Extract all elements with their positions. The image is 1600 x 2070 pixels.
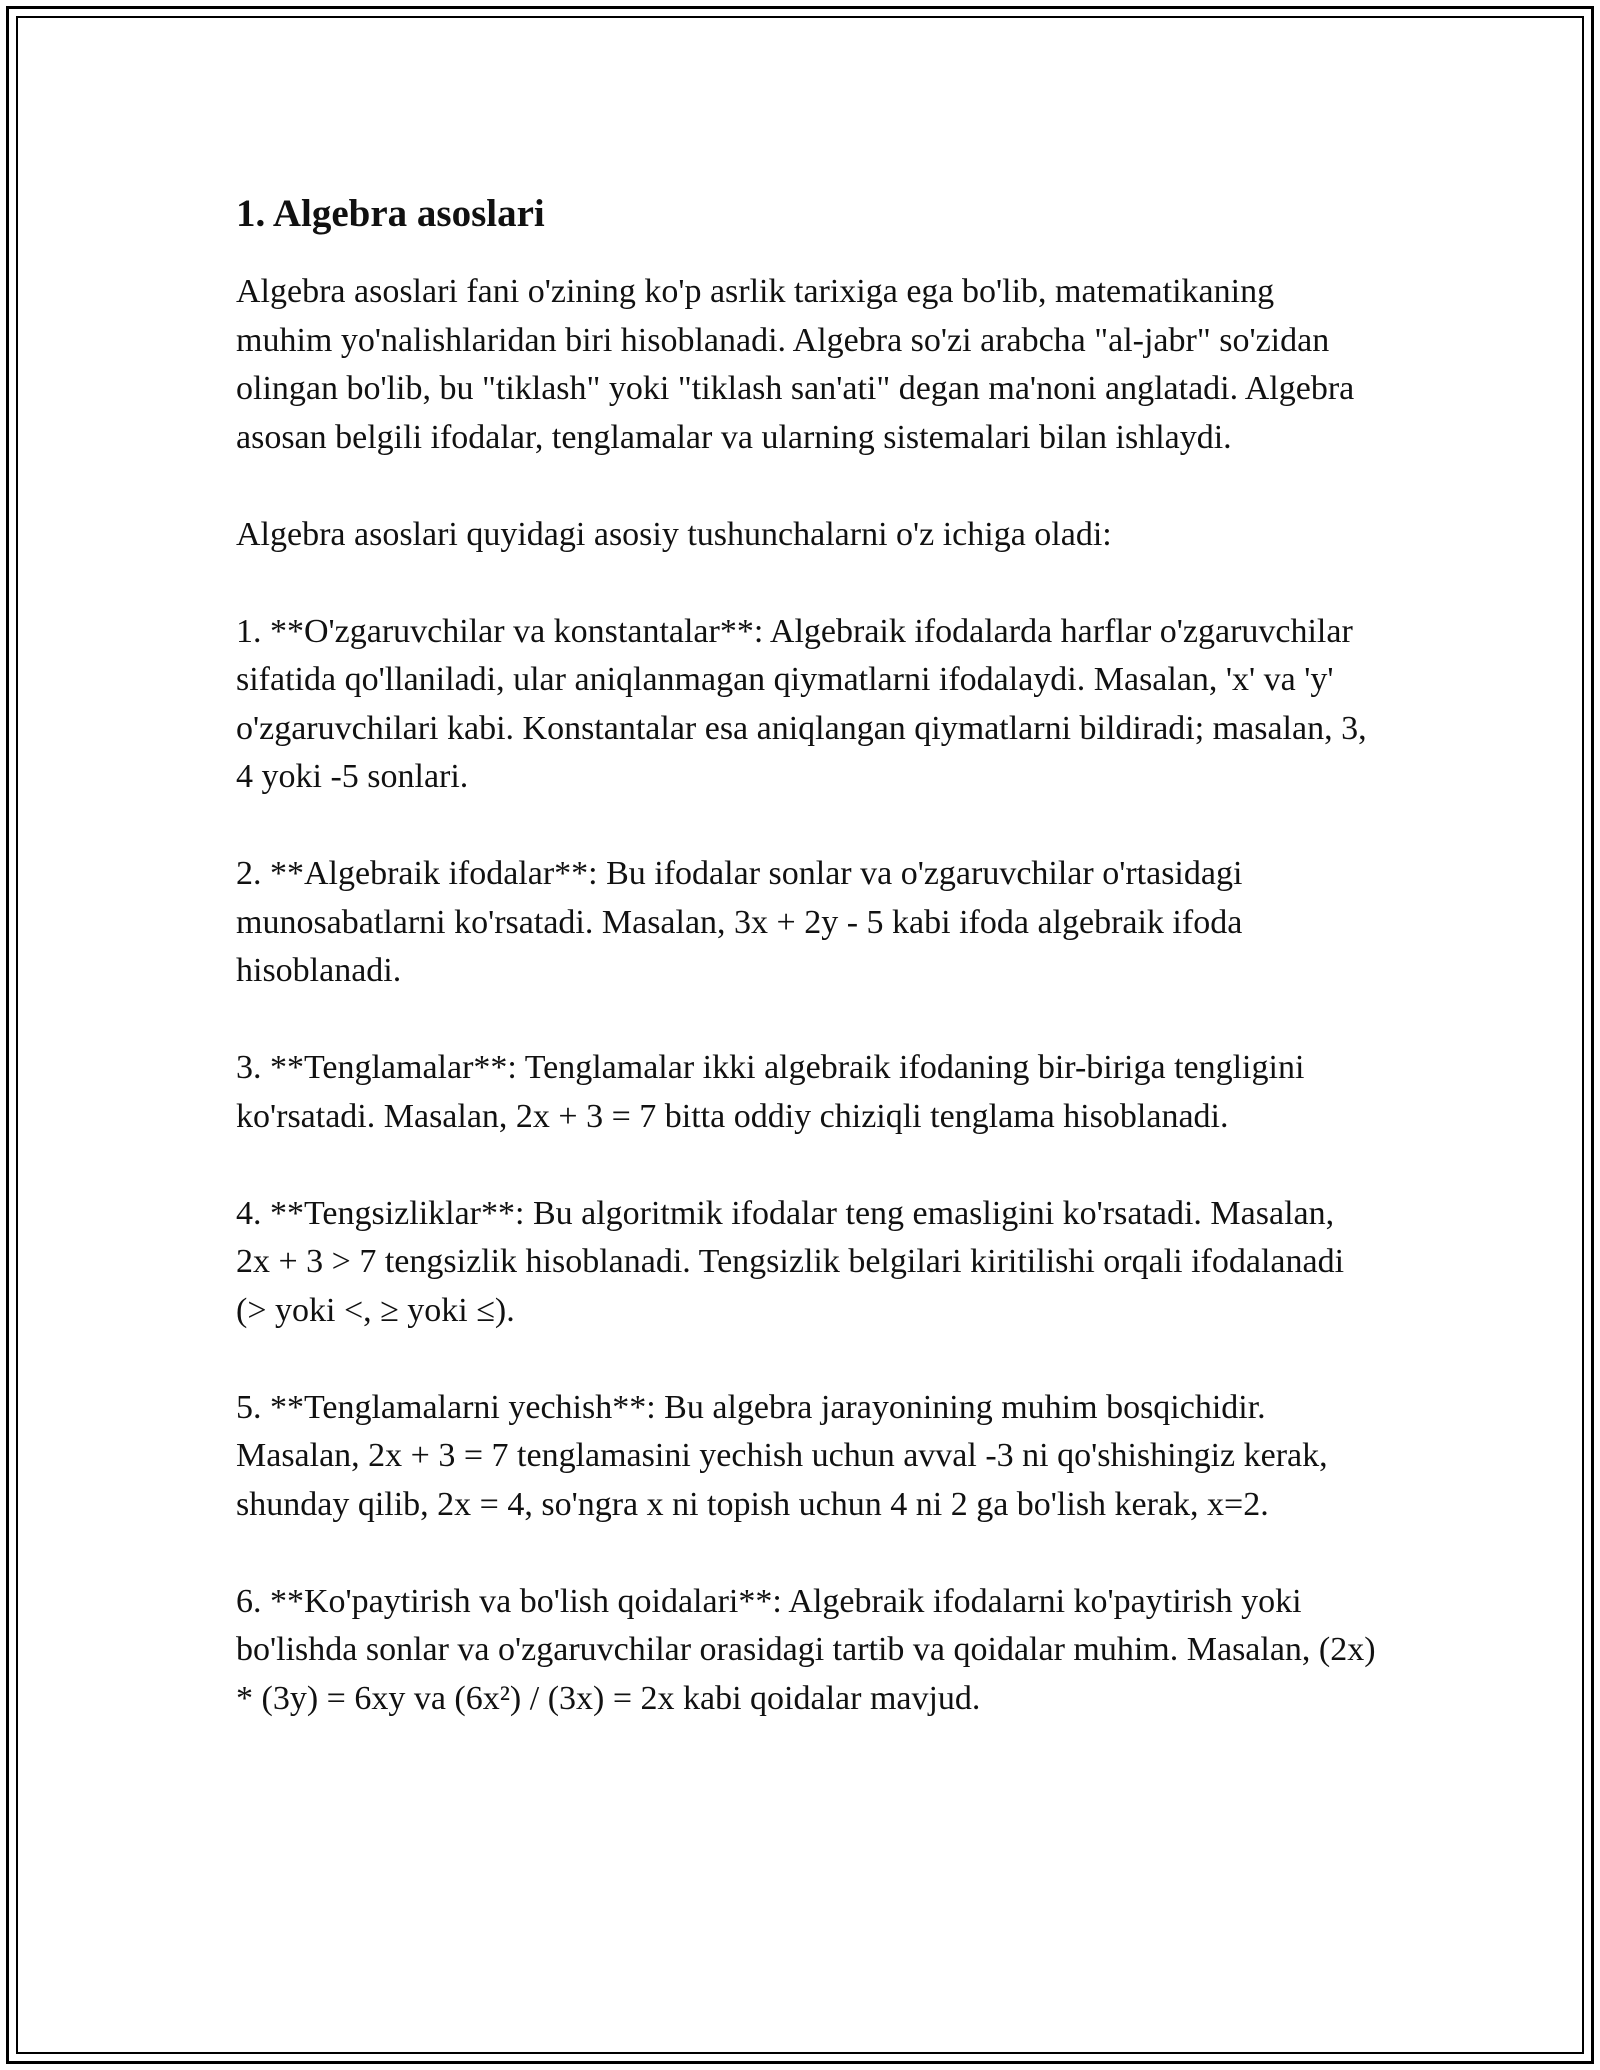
- list-item-multiplication-division: 6. **Ko'paytirish va bo'lish qoidalari**: Algebraik ifodalarni ko'paytirish yoki bo'lishda sonlar va o'zgaruvchilar orasidagi tartib va qoidalar muhim. Masalan, (2x) * (3y) = 6xy va (6x²) / (3x) = 2x kabi qoidalar mavjud.: [236, 1582, 1376, 1717]
- list-item-equations: 3. **Tenglamalar**: Tenglamalar ikki algebraik ifodaning bir-biriga tengligini ko'rsatadi. Masalan, 2x + 3 = 7 bitta oddiy chiziqli tenglama hisoblanadi.: [236, 1049, 1305, 1135]
- list-item-expressions: 2. **Algebraik ifodalar**: Bu ifodalar sonlar va o'zgaruvchilar o'rtasidagi munosabatlarni ko'rsatadi. Masalan, 3x + 2y - 5 kabi ifoda algebraik ifoda hisoblanadi.: [236, 855, 1243, 989]
- document-heading: 1. Algebra asoslari: [236, 192, 545, 235]
- list-item-solving-equations: 5. **Tenglamalarni yechish**: Bu algebra jarayonining muhim bosqichidir. Masalan, 2x + 3 = 7 tenglamasini yechish uchun avval -3 ni qo'shishingiz kerak, shunday qilib, 2x = 4, so'ngra x ni topish uchun 4 ni 2 ga bo'lish kerak, x=2.: [236, 1388, 1328, 1523]
- concepts-intro-paragraph: Algebra asoslari quyidagi asosiy tushunchalarni o'z ichiga oladi:: [236, 515, 1112, 553]
- document-body: [236, 188, 1376, 1772]
- list-item-inequalities: 4. **Tengsizliklar**: Bu algoritmik ifodalar teng emasligini ko'rsatadi. Masalan, 2x + 3 > 7 tengsizlik hisoblanadi. Tengsizlik belgilari kiritilishi orqali ifodalanadi (> yoki <, ≥ yoki ≤).: [236, 1194, 1345, 1329]
- list-item-variables: 1. **O'zgaruvchilar va konstantalar**: Algebraik ifodalarda harflar o'zgaruvchilar sifatida qo'llaniladi, ular aniqlanmagan qiymatlarni ifodalaydi. Masalan, 'x' va 'y' o'zgaruvchilari kabi. Konstantalar esa aniqlangan qiymatlarni bildiradi; masalan, 3, 4 yoki -5 sonlari.: [236, 612, 1367, 795]
- intro-paragraph: Algebra asoslari fani o'zining ko'p asrlik tarixiga ega bo'lib, matematikaning muhim yo'nalishlaridan biri hisoblanadi. Algebra so'zi arabcha "al-jabr" so'zidan olingan bo'lib, bu "tiklash" yoki "tiklash san'ati" degan ma'noni anglatadi. Algebra asosan belgili ifodalar, tenglamalar va ularning sistemalari bilan ishlaydi.: [236, 273, 1355, 456]
